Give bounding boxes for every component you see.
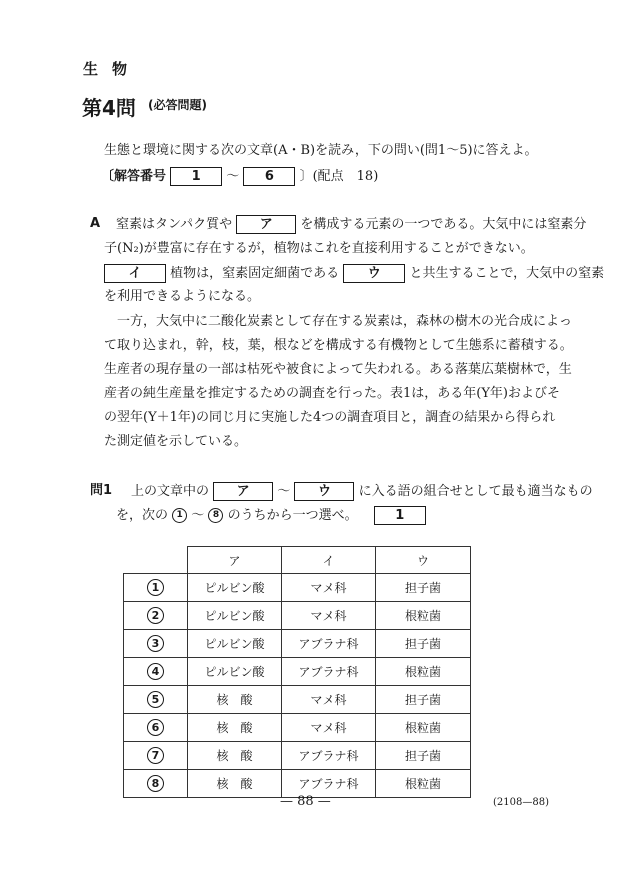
answer-box-last: 6 (243, 167, 295, 186)
blank-box-u: ウ (343, 264, 405, 283)
cell-u: 根粒菌 (376, 770, 471, 798)
passage-a-line (104, 264, 604, 283)
passage-a-line: て取り込まれ，幹，枝，葉，根などを構成する有機物として生態系に蓄積する。 (104, 338, 573, 353)
cell-a: 核 酸 (188, 686, 282, 714)
table-row (124, 658, 471, 686)
passage-text: 植物は，窒素固定細菌である (170, 266, 340, 281)
choice-number: 8 (147, 775, 164, 792)
cell-i: マメ科 (282, 574, 376, 602)
passage-a-line: 一方，大気中に二酸化炭素として存在する炭素は，森林の樹木の光合成によっ (117, 314, 573, 329)
choice-number: 7 (147, 747, 164, 764)
question-title: 第4問 (82, 96, 136, 120)
cell-i: アブラナ科 (282, 770, 376, 798)
question-1-label: 問1 (90, 483, 113, 498)
blank-box-i: イ (104, 264, 166, 283)
points-text: 〕(配点 18) (299, 169, 379, 184)
range-tilde: ～ (191, 508, 205, 523)
table-header-row (124, 547, 471, 574)
cell-u: 担子菌 (376, 574, 471, 602)
cell-a: ピルビン酸 (188, 630, 282, 658)
answer-range (101, 167, 378, 186)
header-i: イ (282, 547, 376, 574)
cell-u: 根粒菌 (376, 658, 471, 686)
choice-number: 5 (147, 691, 164, 708)
table-row (124, 742, 471, 770)
range-tilde: ～ (226, 169, 240, 184)
choice-number: 4 (147, 663, 164, 680)
choice-number: 3 (147, 635, 164, 652)
cell-a: 核 酸 (188, 742, 282, 770)
q1-box-u: ウ (294, 482, 354, 501)
cell-i: アブラナ科 (282, 630, 376, 658)
intro-line: 生態と環境に関する次の文章(A・B)を読み，下の問い(問1～5)に答えよ。 (104, 143, 538, 158)
question-1-line (131, 482, 593, 501)
choice-number: 2 (147, 607, 164, 624)
cell-i: アブラナ科 (282, 742, 376, 770)
question-subtitle: (必答問題) (148, 98, 207, 112)
cell-u: 担子菌 (376, 630, 471, 658)
cell-u: 担子菌 (376, 686, 471, 714)
cell-u: 根粒菌 (376, 602, 471, 630)
question-text: 上の文章中の (131, 484, 210, 499)
subject-heading: 生物 (83, 60, 142, 78)
cell-a: 核 酸 (188, 770, 282, 798)
question-1-line (116, 506, 426, 525)
table-row (124, 602, 471, 630)
q1-answer-box: 1 (374, 506, 426, 525)
table-row (124, 714, 471, 742)
answer-box-first: 1 (170, 167, 222, 186)
cell-i: マメ科 (282, 714, 376, 742)
passage-text: 窒素はタンパク質や (116, 217, 233, 232)
passage-a-line (116, 215, 586, 234)
range-tilde: ～ (277, 484, 291, 499)
cell-i: マメ科 (282, 602, 376, 630)
passage-a-line: 生産者の現存量の一部は枯死や被食によって失われる。ある落葉広葉樹林で，生 (104, 362, 572, 377)
passage-a-label: A (90, 216, 101, 231)
choice-number: 1 (147, 579, 164, 596)
page-number: — 88 — (280, 794, 331, 809)
cell-a: 核 酸 (188, 714, 282, 742)
choice-number: 6 (147, 719, 164, 736)
choices-table (123, 546, 471, 798)
table-row (124, 686, 471, 714)
cell-a: ピルビン酸 (188, 658, 282, 686)
passage-a-line: 子(N₂)が豊富に存在するが，植物はこれを直接利用することができない。 (104, 241, 534, 256)
choice-circle-last: 8 (208, 508, 223, 523)
cell-i: アブラナ科 (282, 658, 376, 686)
passage-text: を構成する元素の一つである。大気中には窒素分 (300, 217, 587, 232)
question-text: のうちから一つ選べ。 (227, 508, 358, 523)
table-corner (124, 547, 188, 574)
passage-text: と共生することで，大気中の窒素 (409, 266, 605, 281)
header-a: ア (188, 547, 282, 574)
header-u: ウ (376, 547, 471, 574)
passage-a-line: た測定値を示している。 (104, 434, 248, 449)
choice-circle-first: 1 (172, 508, 187, 523)
cell-u: 根粒菌 (376, 714, 471, 742)
cell-u: 担子菌 (376, 742, 471, 770)
q1-box-a: ア (213, 482, 273, 501)
exam-code: (2108—88) (493, 797, 549, 808)
blank-box-a: ア (236, 215, 296, 234)
cell-a: ピルビン酸 (188, 574, 282, 602)
table-row (124, 574, 471, 602)
question-text: に入る語の組合せとして最も適当なもの (358, 484, 593, 499)
answer-label: 〔解答番号 (101, 169, 167, 184)
cell-i: マメ科 (282, 686, 376, 714)
table-row (124, 630, 471, 658)
passage-a-line: 産者の純生産量を推定するための調査を行った。表1は，ある年(Y年)およびそ (104, 386, 560, 401)
passage-a-line: の翌年(Y＋1年)の同じ月に実施した4つの調査項目と，調査の結果から得られ (104, 410, 556, 425)
cell-a: ピルビン酸 (188, 602, 282, 630)
passage-a-line: を利用できるようになる。 (104, 289, 261, 304)
question-text: を，次の (116, 508, 169, 523)
